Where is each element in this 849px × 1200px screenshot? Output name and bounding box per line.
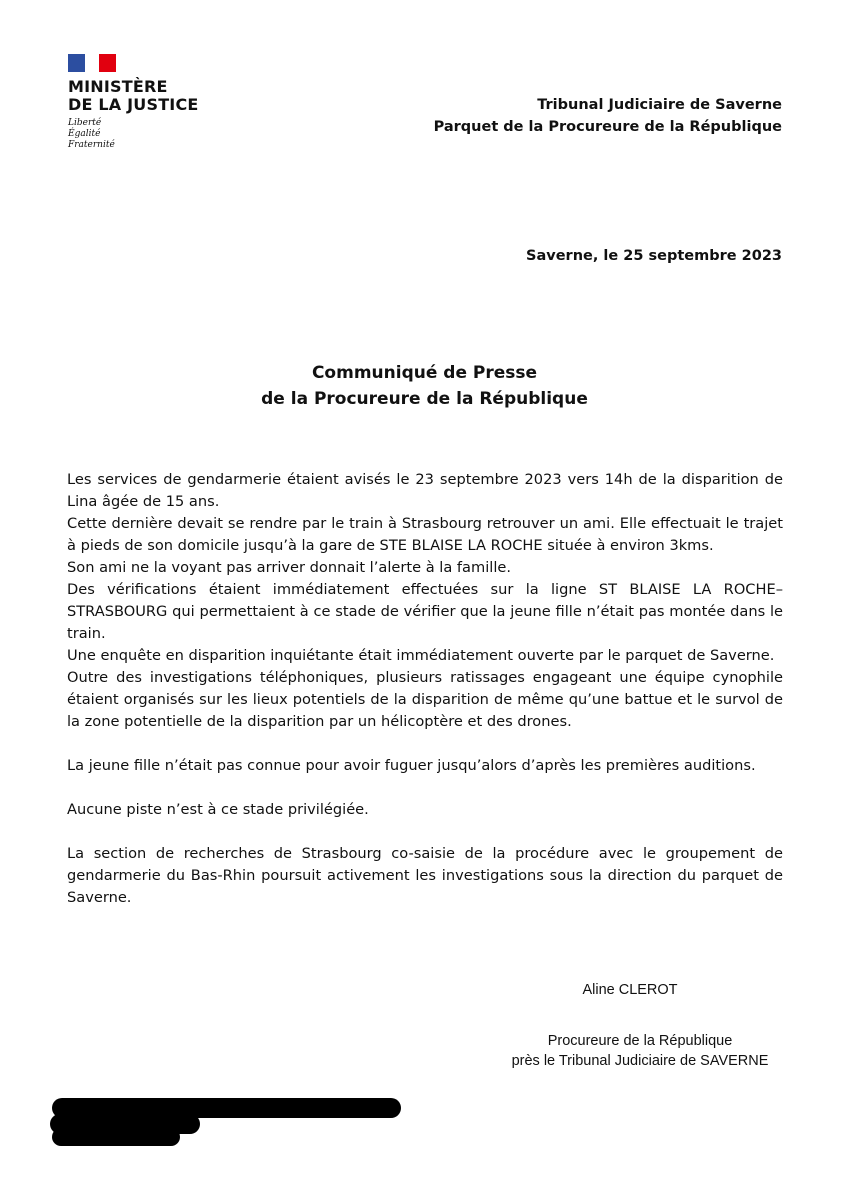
body-text — [67, 469, 783, 909]
body-paragraph: Cette dernière devait se rendre par le train à Strasbourg retrouver un ami. Elle effectuait le trajet à pieds de son domicile jusqu’à la gare de STE BLAISE LA ROCHE située à environ 3kms. — [67, 515, 783, 554]
ministry-name-line2: DE LA JUSTICE — [68, 95, 199, 114]
body-paragraph: Son ami ne la voyant pas arriver donnait l’alerte à la famille. — [67, 559, 511, 576]
court-header — [434, 94, 782, 138]
motto-liberte: Liberté — [68, 118, 102, 128]
ministry-logo — [68, 54, 199, 151]
office-name: Parquet de la Procureure de la République — [433, 119, 782, 135]
redaction-bar — [52, 1128, 180, 1146]
body-paragraph: Une enquête en disparition inquiétante était immédiatement ouverte par le parquet de Saverne. — [67, 647, 775, 664]
title-line1: Communiqué de Presse — [311, 363, 538, 383]
ministry-name-line1: MINISTÈRE — [68, 77, 168, 96]
marianne-flag-icon — [68, 54, 116, 72]
document-date: Saverne, le 25 septembre 2023 — [526, 248, 782, 264]
signatory-title — [470, 1031, 810, 1071]
body-paragraph: La section de recherches de Strasbourg co-saisie de la procédure avec le groupement de gendarmerie du Bas-Rhin poursuit activement les investigations sous la direction du parquet de Saverne. — [67, 845, 783, 906]
body-paragraph: Outre des investigations téléphoniques, plusieurs ratissages engageant une équipe cynophile étaient organisés sur les lieux potentiels de la disparition de même qu’une battue et le survol de la zone potentielle de la disparition par un hélicoptère et des drones. — [67, 669, 783, 730]
signatory-name: Aline CLEROT — [582, 982, 678, 998]
document-title — [0, 360, 849, 412]
signatory-role: Procureure de la République — [547, 1033, 733, 1049]
title-line2: de la Procureure de la République — [261, 389, 588, 409]
court-name: Tribunal Judiciaire de Saverne — [537, 97, 782, 113]
body-paragraph: Les services de gendarmerie étaient avisés le 23 septembre 2023 vers 14h de la disparition de Lina âgée de 15 ans. — [67, 471, 783, 510]
signatory-court: près le Tribunal Judiciaire de SAVERNE — [511, 1053, 769, 1069]
motto-egalite: Égalité — [68, 129, 101, 139]
body-paragraph: La jeune fille n’était pas connue pour avoir fuguer jusqu’alors d’après les premières auditions. — [67, 757, 756, 774]
body-paragraph: Aucune piste n’est à ce stade privilégiée. — [67, 801, 369, 818]
motto-fraternite: Fraternité — [68, 140, 115, 150]
body-paragraph: Des vérifications étaient immédiatement effectuées sur la ligne ST BLAISE LA ROCHE–STRASBOURG qui permettaient à ce stade de vérifier que la jeune fille n’était pas montée dans le train. — [67, 581, 783, 642]
